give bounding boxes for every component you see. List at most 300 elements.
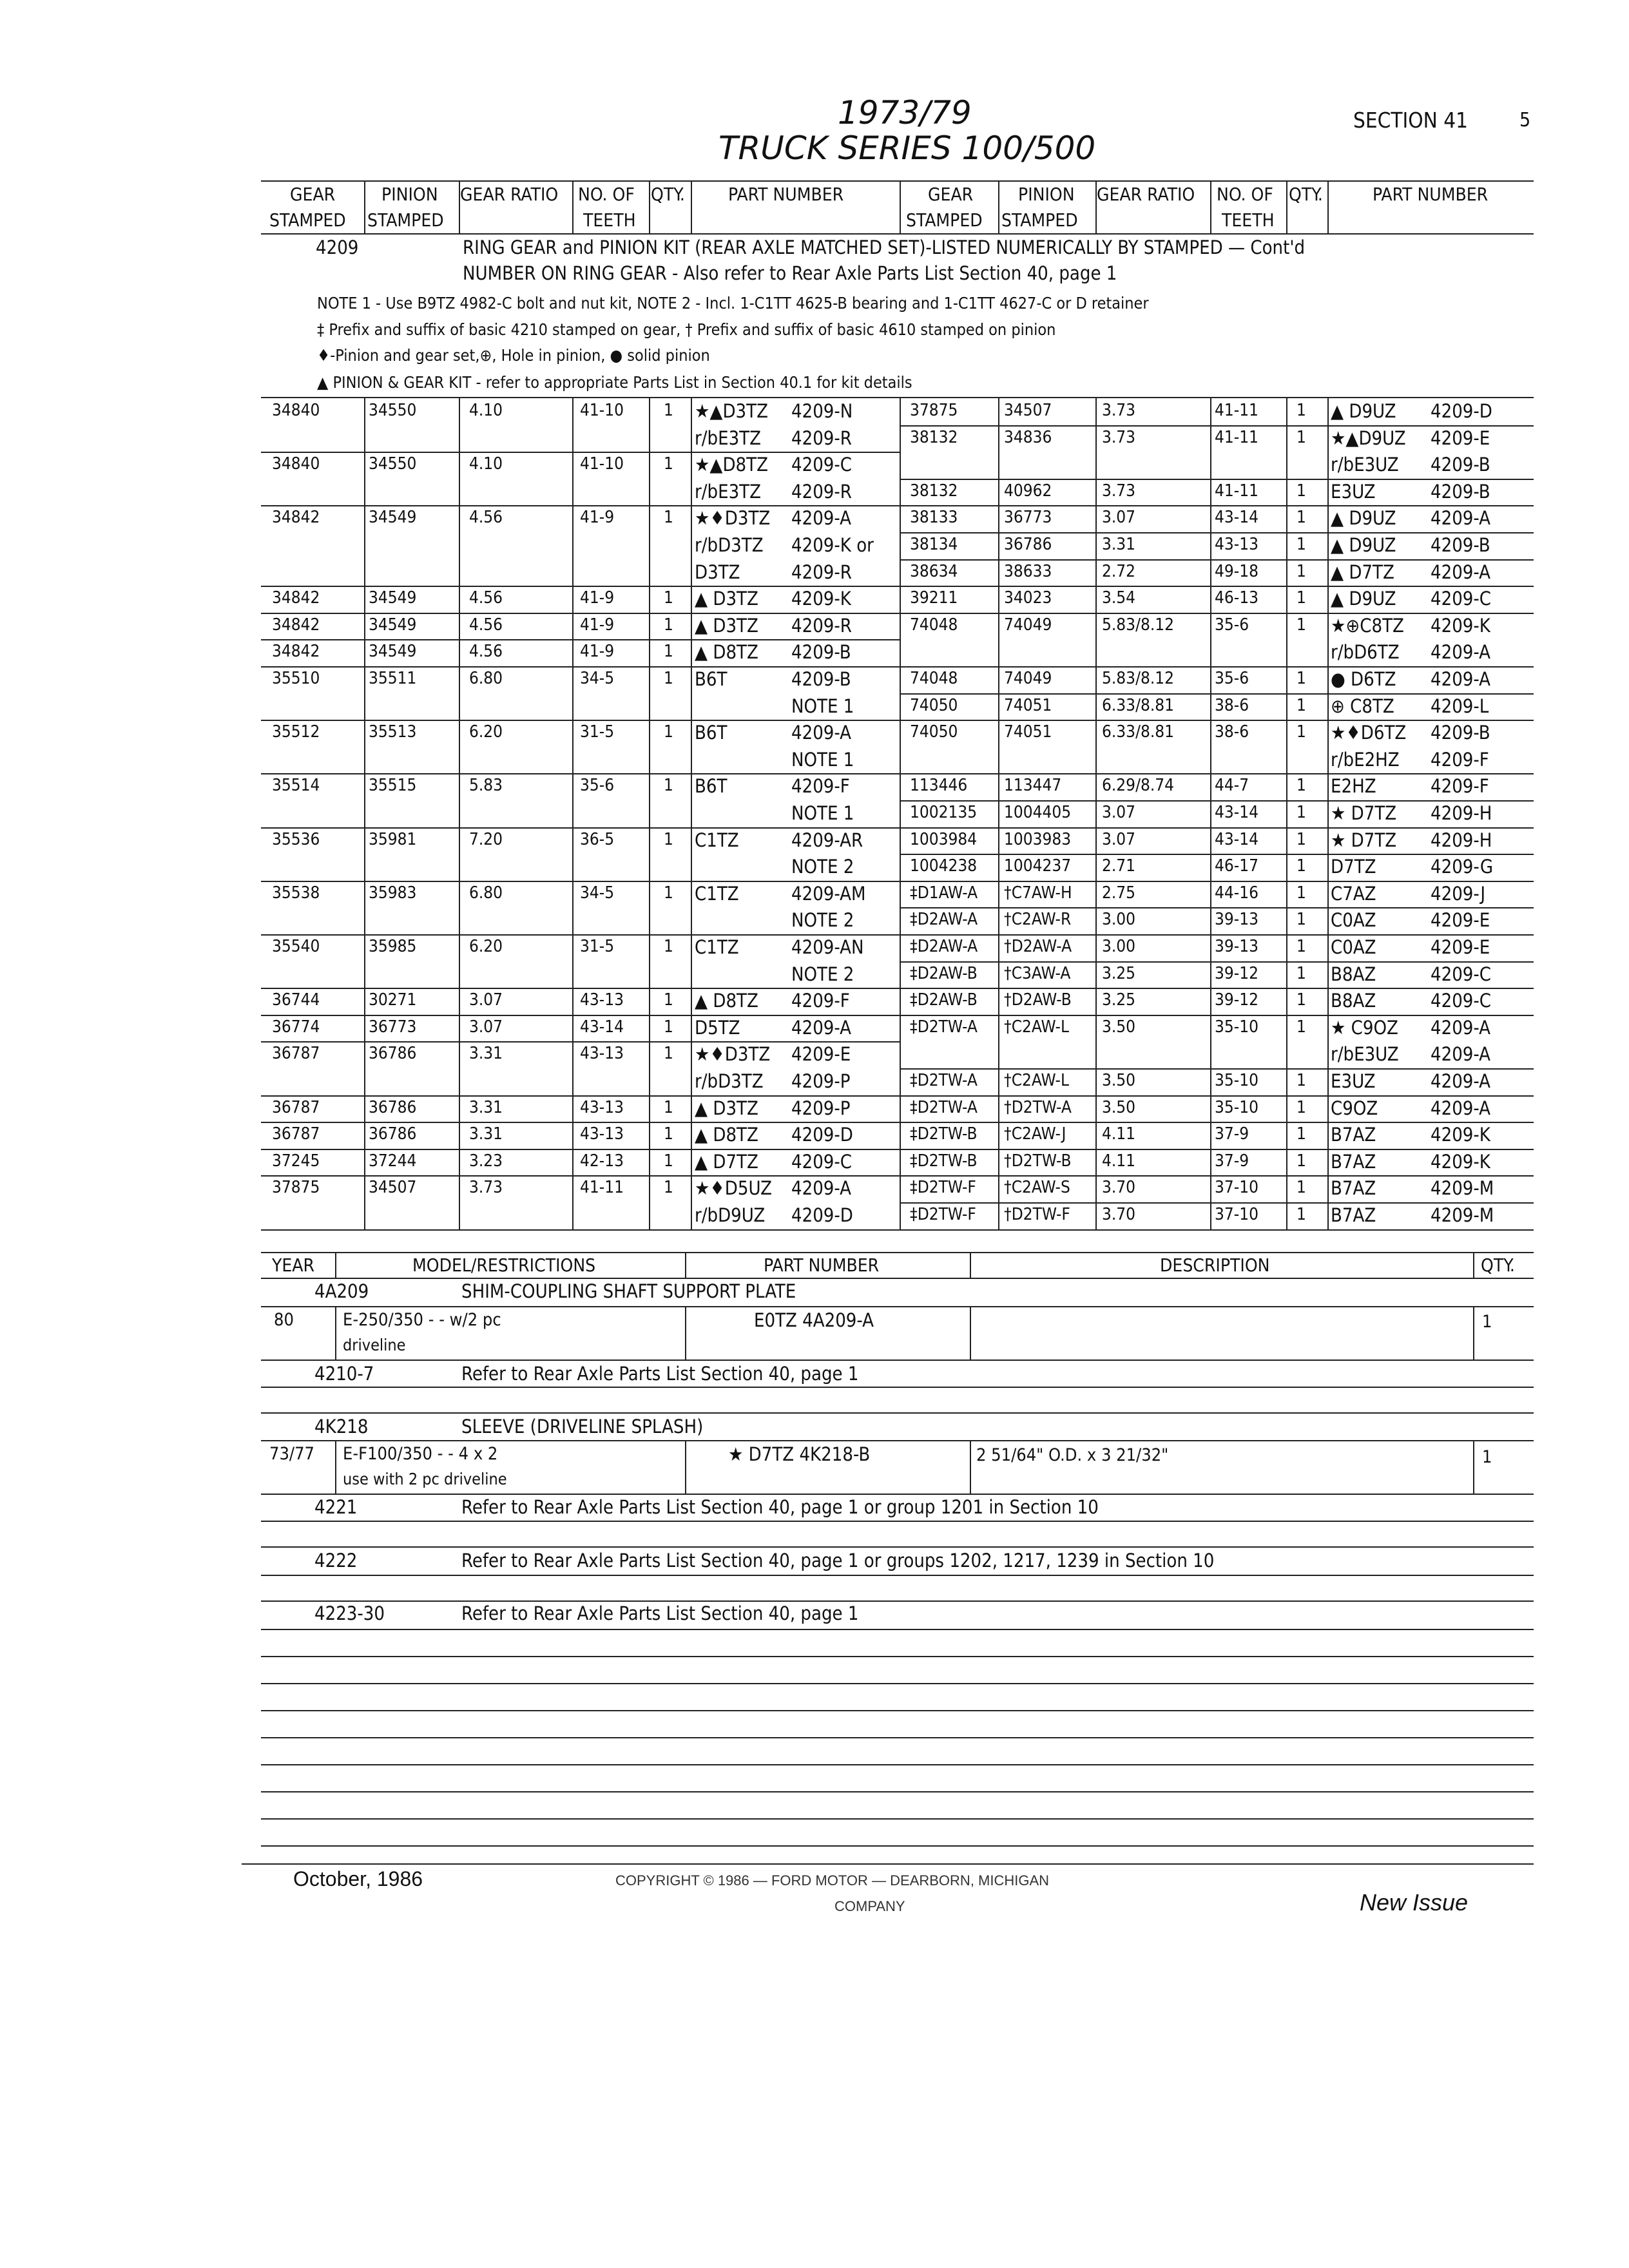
right-qty-cell: 1 (1296, 1097, 1306, 1117)
right-gear-ratio-cell: 3.07 (1102, 508, 1136, 528)
left-part-prefix-cell: ▲ D3TZ (695, 588, 758, 610)
left-part-prefix-cell: ▲ D3TZ (695, 614, 758, 637)
right-gear-ratio-cell: 2.75 (1102, 883, 1136, 903)
right-qty-cell: 1 (1296, 829, 1306, 849)
right-part-prefix-cell: E3UZ (1331, 480, 1376, 503)
left-pinion-stamped-cell: 34549 (369, 615, 417, 635)
right-row-rule (900, 613, 1534, 614)
right-qty-cell: 1 (1296, 722, 1306, 742)
right-part-basic-cell: 4209-E (1431, 909, 1490, 932)
right-gear-ratio-cell: 3.73 (1102, 481, 1136, 501)
right-qty-cell: 1 (1296, 1178, 1306, 1198)
right-no-of-teeth-cell: 46-13 (1215, 588, 1258, 608)
right-col-rule (1327, 398, 1329, 1229)
right-part-basic-cell: 4209-A (1431, 641, 1491, 664)
left-no-of-teeth-cell: 34-5 (580, 883, 615, 903)
left-gear-stamped-cell: 36787 (272, 1044, 320, 1064)
right-row-rule (900, 1229, 1534, 1231)
right-row-rule (900, 479, 1534, 480)
group-code-4a209: 4A209 (314, 1280, 369, 1302)
right-part-basic-cell: 4209-B (1431, 534, 1490, 556)
hdr-pinion: PINION (381, 184, 438, 205)
left-row-rule (261, 1149, 900, 1150)
group-code-4k218: 4K218 (314, 1416, 369, 1437)
hdr-qty: QTY. (651, 184, 685, 205)
left-part-prefix-cell: D3TZ (695, 561, 740, 583)
right-pinion-stamped-cell: 74051 (1004, 722, 1052, 742)
right-part-basic-cell: 4209-B (1431, 480, 1490, 503)
right-part-prefix-cell: C0AZ (1331, 936, 1376, 958)
right-gear-ratio-cell: 3.50 (1102, 1071, 1136, 1090)
left-gear-ratio-cell: 3.31 (469, 1044, 503, 1064)
right-no-of-teeth-cell: 39-13 (1215, 910, 1258, 930)
right-qty-cell: 1 (1296, 481, 1306, 501)
model-4k218-line2: use with 2 pc driveline (343, 1470, 507, 1488)
right-qty-cell: 1 (1296, 856, 1306, 876)
left-no-of-teeth-cell: 31-5 (580, 937, 615, 956)
left-row-rule (261, 1095, 900, 1097)
right-qty-cell: 1 (1296, 588, 1306, 608)
left-row-rule (261, 1041, 900, 1043)
right-gear-stamped-cell: 38634 (910, 561, 958, 581)
right-part-prefix-cell: C7AZ (1331, 882, 1376, 905)
left-gear-stamped-cell: 36787 (272, 1097, 320, 1117)
left-qty-cell: 1 (664, 776, 673, 796)
left-no-of-teeth-cell: 43-13 (580, 1124, 624, 1144)
right-gear-stamped-cell: 1002135 (910, 803, 978, 822)
left-qty-cell: 1 (664, 990, 673, 1010)
hdr-pinion: PINION (1018, 184, 1075, 205)
model-4a209-line2: driveline (343, 1336, 406, 1354)
right-gear-stamped-cell: ‡D2TW-A (910, 1097, 978, 1117)
left-part-basic-cell: NOTE 1 (791, 695, 854, 717)
left-row-rule (261, 586, 900, 587)
header-top-rule (261, 180, 1534, 182)
hdr-pinion-stamped: STAMPED (1001, 209, 1078, 231)
left-part-basic-cell: NOTE 1 (791, 748, 854, 771)
left-part-basic-cell: 4209-B (791, 668, 851, 690)
right-pinion-stamped-cell: 1004237 (1004, 856, 1072, 876)
right-no-of-teeth-cell: 44-7 (1215, 776, 1249, 796)
left-row-rule (261, 1122, 900, 1123)
right-part-basic-cell: 4209-A (1431, 1070, 1491, 1092)
left-qty-cell: 1 (664, 1124, 673, 1144)
right-qty-cell: 1 (1296, 990, 1306, 1010)
right-part-prefix-cell: B7AZ (1331, 1204, 1376, 1226)
table-center-divider (900, 398, 901, 1229)
hdr-part-number: PART NUMBER (728, 184, 844, 205)
hdr-gear-ratio: GEAR RATIO (1097, 184, 1195, 205)
left-no-of-teeth-cell: 34-5 (580, 669, 615, 688)
right-row-rule (900, 505, 1534, 506)
left-pinion-stamped-cell: 34507 (369, 1178, 417, 1198)
left-gear-ratio-cell: 3.07 (469, 1017, 503, 1037)
left-gear-stamped-cell: 36774 (272, 1017, 320, 1037)
right-part-prefix-cell: ▲ D9UZ (1331, 400, 1396, 422)
right-gear-stamped-cell: 74048 (910, 669, 958, 688)
right-gear-stamped-cell: ‡D2TW-A (910, 1017, 978, 1037)
left-gear-ratio-cell: 3.23 (469, 1151, 503, 1171)
right-pinion-stamped-cell: 1003983 (1004, 829, 1072, 849)
hdr-part-number: PART NUMBER (1373, 184, 1489, 205)
right-qty-cell: 1 (1296, 669, 1306, 688)
right-part-prefix-cell: r/bE3UZ (1331, 454, 1399, 476)
right-gear-stamped-cell: ‡D2AW-B (910, 963, 978, 983)
right-part-prefix-cell: ▲ D9UZ (1331, 534, 1396, 556)
left-gear-ratio-cell: 4.56 (469, 588, 503, 608)
left-no-of-teeth-cell: 41-9 (580, 615, 615, 635)
left-row-rule (261, 934, 900, 936)
right-no-of-teeth-cell: 44-16 (1215, 883, 1258, 903)
hdr-stamped: STAMPED (269, 209, 346, 231)
model-4k218: E-F100/350 - - 4 x 2 (343, 1444, 498, 1464)
right-row-rule (900, 800, 1534, 802)
right-part-prefix-cell: ⊕ C8TZ (1331, 695, 1394, 717)
left-gear-ratio-cell: 7.20 (469, 829, 503, 849)
hdr-no-of: NO. OF (1217, 184, 1273, 205)
group-text-4210-7: Refer to Rear Axle Parts List Section 40, page 1 (461, 1363, 859, 1385)
left-row-rule (261, 1015, 900, 1016)
hdr-no-of: NO. OF (578, 184, 635, 205)
left-part-basic-cell: NOTE 1 (791, 802, 854, 824)
left-pinion-stamped-cell: 35515 (369, 776, 417, 796)
right-gear-ratio-cell: 3.07 (1102, 829, 1136, 849)
right-part-basic-cell: 4209-H (1431, 802, 1492, 824)
left-col-rule (691, 398, 692, 1229)
right-row-rule (900, 827, 1534, 829)
right-row-rule (900, 934, 1534, 936)
left-pinion-stamped-cell: 36786 (369, 1097, 417, 1117)
right-part-basic-cell: 4209-L (1431, 695, 1489, 717)
left-qty-cell: 1 (664, 883, 673, 903)
right-row-rule (900, 532, 1534, 533)
right-gear-stamped-cell: 74050 (910, 722, 958, 742)
left-part-prefix-cell: ★▲D8TZ (695, 454, 768, 476)
group-desc-line2: NUMBER ON RING GEAR - Also refer to Rear Axle Parts List Section 40, page 1 (463, 262, 1117, 284)
left-row-rule (261, 452, 900, 453)
left-gear-stamped-cell: 35536 (272, 829, 320, 849)
left-no-of-teeth-cell: 42-13 (580, 1151, 624, 1171)
left-gear-stamped-cell: 36744 (272, 990, 320, 1010)
left-qty-cell: 1 (664, 1151, 673, 1171)
right-row-rule (900, 1175, 1534, 1177)
left-col-rule (649, 398, 650, 1229)
left-part-basic-cell: 4209-E (791, 1043, 851, 1066)
group-text-4222: Refer to Rear Axle Parts List Section 40, page 1 or groups 1202, 1217, 1239 in Section 10 (461, 1550, 1215, 1571)
right-gear-stamped-cell: 39211 (910, 588, 958, 608)
right-gear-stamped-cell: ‡D2AW-A (910, 910, 978, 930)
left-qty-cell: 1 (664, 642, 673, 662)
left-pinion-stamped-cell: 35985 (369, 937, 417, 956)
right-no-of-teeth-cell: 35-6 (1215, 669, 1249, 688)
right-gear-stamped-cell: ‡D2AW-B (910, 990, 978, 1010)
right-gear-ratio-cell: 4.11 (1102, 1151, 1136, 1171)
left-gear-stamped-cell: 36787 (272, 1124, 320, 1144)
left-part-basic-cell: 4209-A (791, 507, 852, 530)
right-part-prefix-cell: B7AZ (1331, 1177, 1376, 1200)
left-no-of-teeth-cell: 41-9 (580, 508, 615, 528)
model-4a209: E-250/350 - - w/2 pc (343, 1310, 501, 1330)
right-no-of-teeth-cell: 35-10 (1215, 1071, 1258, 1090)
left-part-basic-cell: 4209-K (791, 588, 851, 610)
hdr-lower-qty: QTY. (1481, 1254, 1515, 1276)
left-part-basic-cell: 4209-AN (791, 936, 864, 958)
right-gear-ratio-cell: 3.25 (1102, 963, 1136, 983)
right-no-of-teeth-cell: 41-11 (1215, 481, 1258, 501)
right-pinion-stamped-cell: †D2AW-B (1004, 990, 1072, 1010)
right-pinion-stamped-cell: 36773 (1004, 508, 1052, 528)
left-part-prefix-cell: r/bD3TZ (695, 534, 764, 556)
left-pinion-stamped-cell: 34549 (369, 508, 417, 528)
right-no-of-teeth-cell: 37-10 (1215, 1178, 1258, 1198)
right-part-basic-cell: 4209-F (1431, 775, 1489, 798)
right-gear-ratio-cell: 3.00 (1102, 910, 1136, 930)
right-part-prefix-cell: r/bE3UZ (1331, 1043, 1399, 1066)
right-row-rule (900, 854, 1534, 855)
left-part-basic-cell: 4209-C (791, 454, 853, 476)
right-qty-cell: 1 (1296, 695, 1306, 715)
left-part-prefix-cell: B6T (695, 722, 728, 744)
left-gear-stamped-cell: 34840 (272, 401, 320, 420)
right-part-prefix-cell: C0AZ (1331, 909, 1376, 932)
right-qty-cell: 1 (1296, 937, 1306, 956)
right-row-rule (900, 559, 1534, 561)
left-row-rule (261, 773, 900, 774)
left-pinion-stamped-cell: 34550 (369, 401, 417, 420)
left-part-basic-cell: 4209-F (791, 775, 850, 798)
footer-date: October, 1986 (293, 1867, 423, 1890)
hdr-teeth: TEETH (583, 209, 636, 231)
right-gear-stamped-cell: ‡D2TW-B (910, 1151, 978, 1171)
right-qty-cell: 1 (1296, 1151, 1306, 1171)
left-gear-stamped-cell: 34842 (272, 588, 320, 608)
right-gear-ratio-cell: 5.83/8.12 (1102, 669, 1175, 688)
right-gear-ratio-cell: 4.11 (1102, 1124, 1136, 1144)
right-row-rule (900, 720, 1534, 721)
right-no-of-teeth-cell: 39-12 (1215, 990, 1258, 1010)
left-part-prefix-cell: r/bD9UZ (695, 1204, 766, 1226)
right-qty-cell: 1 (1296, 963, 1306, 983)
left-gear-ratio-cell: 5.83 (469, 776, 503, 796)
left-pinion-stamped-cell: 35511 (369, 669, 417, 688)
right-part-basic-cell: 4209-E (1431, 427, 1490, 449)
hdr-qty: QTY. (1289, 184, 1323, 205)
group-code-4222: 4222 (314, 1550, 358, 1571)
right-qty-cell: 1 (1296, 776, 1306, 796)
hdr-stamped: STAMPED (906, 209, 983, 231)
left-gear-stamped-cell: 37875 (272, 1178, 320, 1198)
left-part-prefix-cell: D5TZ (695, 1016, 740, 1039)
left-no-of-teeth-cell: 35-6 (580, 776, 615, 796)
left-part-basic-cell: NOTE 2 (791, 909, 854, 932)
right-col-rule (998, 398, 999, 1229)
right-gear-ratio-cell: 3.70 (1102, 1178, 1136, 1198)
right-no-of-teeth-cell: 35-10 (1215, 1017, 1258, 1037)
right-row-rule (900, 1015, 1534, 1016)
right-qty-cell: 1 (1296, 1124, 1306, 1144)
left-qty-cell: 1 (664, 1017, 673, 1037)
right-gear-stamped-cell: ‡D2TW-A (910, 1071, 978, 1090)
left-gear-stamped-cell: 35540 (272, 937, 320, 956)
right-row-rule (900, 666, 1534, 668)
left-pinion-stamped-cell: 35981 (369, 829, 417, 849)
right-gear-ratio-cell: 6.33/8.81 (1102, 695, 1175, 715)
right-part-prefix-cell: r/bE2HZ (1331, 748, 1400, 771)
right-pinion-stamped-cell: 34507 (1004, 401, 1052, 420)
left-no-of-teeth-cell: 43-13 (580, 1044, 624, 1064)
right-qty-cell: 1 (1296, 1017, 1306, 1037)
right-col-rule (1210, 398, 1211, 1229)
right-gear-ratio-cell: 3.31 (1102, 535, 1136, 554)
left-qty-cell: 1 (664, 615, 673, 635)
left-part-prefix-cell: ★♦D5UZ (695, 1177, 772, 1200)
right-no-of-teeth-cell: 43-14 (1215, 803, 1258, 822)
right-part-basic-cell: 4209-A (1431, 668, 1491, 690)
right-part-basic-cell: 4209-A (1431, 1097, 1491, 1119)
left-part-basic-cell: 4209-R (791, 614, 852, 637)
group-title-4k218: SLEEVE (DRIVELINE SPLASH) (461, 1416, 704, 1437)
left-part-basic-cell: NOTE 2 (791, 963, 854, 985)
right-qty-cell: 1 (1296, 401, 1306, 420)
right-gear-ratio-cell: 3.25 (1102, 990, 1136, 1010)
right-part-basic-cell: 4209-A (1431, 1016, 1491, 1039)
right-row-rule (900, 1068, 1534, 1070)
left-row-rule (261, 1175, 900, 1177)
right-qty-cell: 1 (1296, 561, 1306, 581)
left-gear-ratio-cell: 4.10 (469, 401, 503, 420)
right-pinion-stamped-cell: †C2AW-S (1004, 1178, 1070, 1198)
left-no-of-teeth-cell: 36-5 (580, 829, 615, 849)
note-2: ‡ Prefix and suffix of basic 4210 stamped on gear, † Prefix and suffix of basic 4610 stamped on pinion (317, 320, 1056, 339)
right-gear-stamped-cell: ‡D2AW-A (910, 937, 978, 956)
right-part-basic-cell: 4209-C (1431, 990, 1492, 1012)
left-qty-cell: 1 (664, 937, 673, 956)
right-gear-ratio-cell: 3.07 (1102, 803, 1136, 822)
hdr-teeth: TEETH (1222, 209, 1275, 231)
footer-company: COMPANY (834, 1898, 905, 1914)
right-row-rule (900, 881, 1534, 882)
group-code-4210-7: 4210-7 (314, 1363, 374, 1385)
left-part-prefix-cell: r/bE3TZ (695, 480, 761, 503)
left-part-prefix-cell: ▲ D8TZ (695, 990, 758, 1012)
qty-4k218: 1 (1482, 1447, 1492, 1467)
right-no-of-teeth-cell: 37-9 (1215, 1151, 1249, 1171)
right-gear-ratio-cell: 3.50 (1102, 1017, 1136, 1037)
right-gear-stamped-cell: ‡D2TW-F (910, 1205, 976, 1224)
right-pinion-stamped-cell: †C2AW-R (1004, 910, 1072, 930)
left-col-rule (364, 398, 365, 1229)
left-part-basic-cell: 4209-A (791, 1016, 852, 1039)
left-no-of-teeth-cell: 41-9 (580, 642, 615, 662)
table-body-top-rule (261, 397, 1534, 398)
right-part-prefix-cell: ★ D7TZ (1331, 829, 1397, 851)
year-4k218: 73/77 (269, 1444, 314, 1464)
right-qty-cell: 1 (1296, 1205, 1306, 1224)
left-qty-cell: 1 (664, 829, 673, 849)
left-no-of-teeth-cell: 43-13 (580, 990, 624, 1010)
left-part-basic-cell: 4209-AR (791, 829, 863, 851)
right-part-prefix-cell: B8AZ (1331, 963, 1376, 985)
right-part-basic-cell: 4209-H (1431, 829, 1492, 851)
left-pinion-stamped-cell: 36786 (369, 1044, 417, 1064)
header-bottom-rule (261, 233, 1534, 235)
right-row-rule (900, 961, 1534, 963)
right-no-of-teeth-cell: 35-10 (1215, 1097, 1258, 1117)
right-no-of-teeth-cell: 41-11 (1215, 401, 1258, 420)
right-part-prefix-cell: B8AZ (1331, 990, 1376, 1012)
right-part-basic-cell: 4209-K (1431, 1150, 1490, 1173)
left-qty-cell: 1 (664, 1044, 673, 1064)
group-code-4209: 4209 (316, 236, 359, 258)
title-year: 1973/79 (838, 94, 972, 131)
right-part-basic-cell: 4209-A (1431, 507, 1491, 530)
left-gear-ratio-cell: 3.31 (469, 1124, 503, 1144)
right-pinion-stamped-cell: 1004405 (1004, 803, 1072, 822)
left-part-basic-cell: NOTE 2 (791, 856, 854, 878)
left-qty-cell: 1 (664, 454, 673, 474)
section-label: SECTION 41 (1353, 108, 1468, 133)
page-number: 5 (1519, 109, 1531, 131)
left-gear-stamped-cell: 34842 (272, 508, 320, 528)
right-gear-stamped-cell: 74050 (910, 695, 958, 715)
right-gear-ratio-cell: 3.73 (1102, 427, 1136, 447)
left-part-basic-cell: 4209-P (791, 1070, 851, 1092)
left-row-rule (261, 827, 900, 829)
right-no-of-teeth-cell: 37-9 (1215, 1124, 1249, 1144)
left-part-prefix-cell: B6T (695, 668, 728, 690)
right-part-prefix-cell: ▲ D9UZ (1331, 588, 1396, 610)
left-col-rule (459, 398, 460, 1229)
note-1: NOTE 1 - Use B9TZ 4982-C bolt and nut kit, NOTE 2 - Incl. 1-C1TT 4625-B bearing and 1-C1TT 4627-C or D retainer (317, 294, 1149, 312)
right-row-rule (900, 988, 1534, 989)
right-no-of-teeth-cell: 43-14 (1215, 829, 1258, 849)
right-part-basic-cell: 4209-M (1431, 1204, 1494, 1226)
right-gear-stamped-cell: 38134 (910, 535, 958, 554)
left-col-rule (572, 398, 574, 1229)
right-part-prefix-cell: ★ C9OZ (1331, 1016, 1398, 1039)
desc-4k218: 2 51/64" O.D. x 3 21/32" (976, 1445, 1169, 1465)
left-qty-cell: 1 (664, 508, 673, 528)
right-part-prefix-cell: D7TZ (1331, 856, 1376, 878)
right-part-basic-cell: 4209-K (1431, 1124, 1490, 1146)
left-part-prefix-cell: ▲ D8TZ (695, 641, 758, 664)
left-part-basic-cell: 4209-AM (791, 882, 866, 905)
right-gear-ratio-cell: 3.50 (1102, 1097, 1136, 1117)
left-gear-ratio-cell: 4.10 (469, 454, 503, 474)
right-no-of-teeth-cell: 41-11 (1215, 427, 1258, 447)
right-no-of-teeth-cell: 35-6 (1215, 615, 1249, 635)
left-no-of-teeth-cell: 41-9 (580, 588, 615, 608)
right-part-prefix-cell: r/bD6TZ (1331, 641, 1400, 664)
left-pinion-stamped-cell: 36773 (369, 1017, 417, 1037)
right-no-of-teeth-cell: 46-17 (1215, 856, 1258, 876)
right-row-rule (900, 1095, 1534, 1097)
left-gear-ratio-cell: 4.56 (469, 615, 503, 635)
left-part-basic-cell: 4209-R (791, 480, 852, 503)
right-pinion-stamped-cell: 113447 (1004, 776, 1062, 796)
group-text-4223-30: Refer to Rear Axle Parts List Section 40, page 1 (461, 1602, 859, 1624)
left-part-basic-cell: 4209-F (791, 990, 850, 1012)
left-part-basic-cell: 4209-D (791, 1124, 853, 1146)
right-pinion-stamped-cell: †C7AW-H (1004, 883, 1072, 903)
left-row-rule (261, 720, 900, 721)
left-part-prefix-cell: ▲ D3TZ (695, 1097, 758, 1119)
right-gear-ratio-cell: 3.70 (1102, 1205, 1136, 1224)
left-pinion-stamped-cell: 35983 (369, 883, 417, 903)
right-part-basic-cell: 4209-M (1431, 1177, 1494, 1200)
right-pinion-stamped-cell: 38633 (1004, 561, 1052, 581)
right-part-basic-cell: 4209-B (1431, 454, 1490, 476)
